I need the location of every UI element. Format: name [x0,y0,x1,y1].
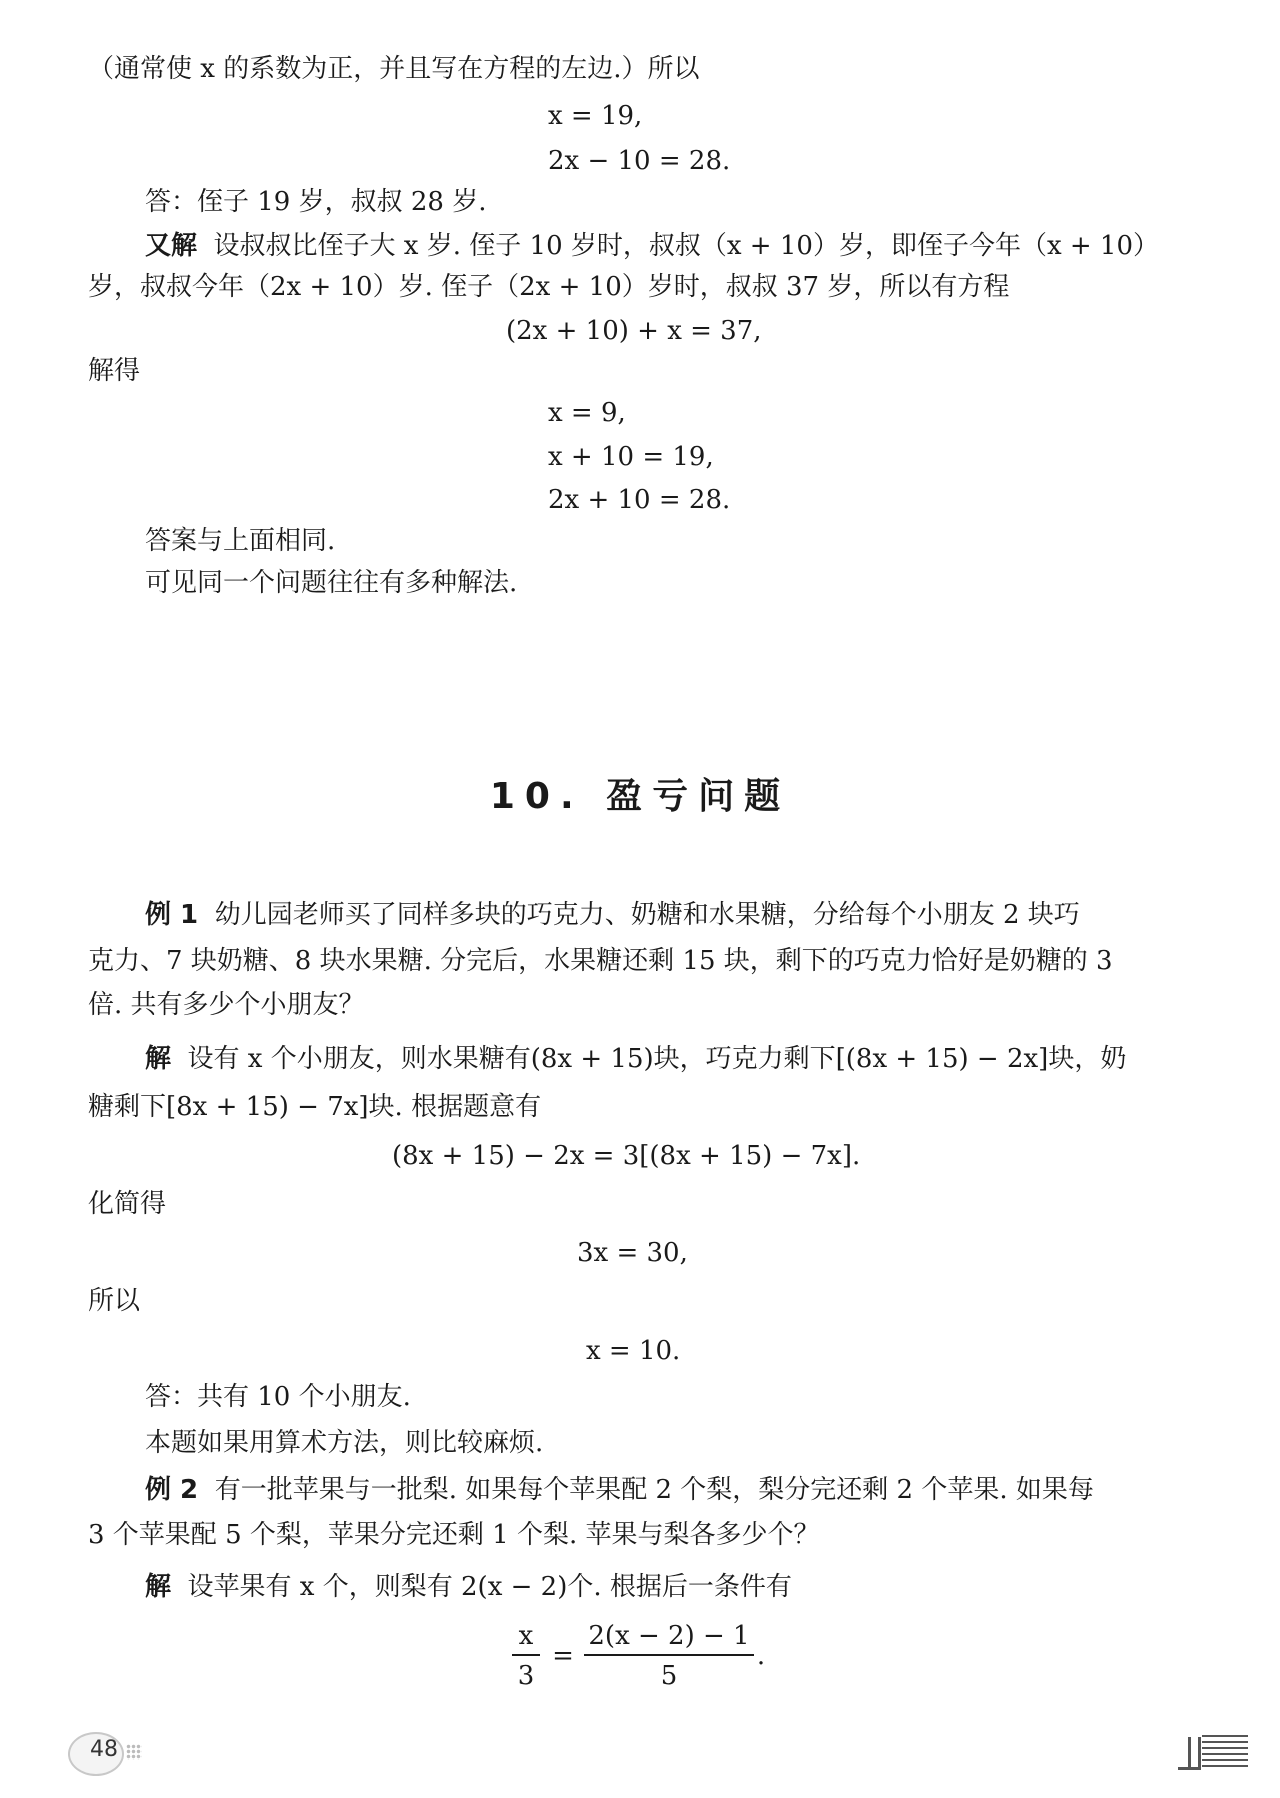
solution-1-line-2: 糖剩下[8x + 15) − 7x]块. 根据题意有 [88,1092,542,1122]
remark-line: 本题如果用算术方法，则比较麻烦. [145,1428,544,1458]
solution-1-line [145,1042,1126,1076]
equation: (8x + 15) − 2x = 3[(8x + 15) − 7x]. [392,1141,861,1171]
page-number-badge [68,1732,142,1772]
equation: (2x + 10) + x = 37, [506,316,762,346]
example-1-label: 例 1 [145,900,199,930]
equation: 2x + 10 = 28. [548,485,731,515]
conclusion-line: 可见同一个问题往往有多种解法. [145,568,518,598]
solution-2-label: 解 [145,1572,172,1602]
bracket-mark-icon [1188,1737,1201,1770]
equation: 3x = 30, [577,1238,688,1268]
equation: x = 19, [548,101,643,131]
solution-1-label: 解 [145,1044,172,1074]
period: . [756,1641,766,1671]
equation: x + 10 = 19, [548,442,714,472]
alt-solution-line-2: 岁，叔叔今年（2x + 10）岁. 侄子（2x + 10）岁时，叔叔 37 岁，所以有方程 [88,272,1010,302]
solution-2-text: 设苹果有 x 个，则梨有 2(x − 2)个. 根据后一条件有 [187,1572,792,1602]
equation: x = 10. [586,1336,681,1366]
simplify-label: 化简得 [88,1189,167,1219]
equation: x = 9, [548,398,626,428]
example-2-label: 例 2 [145,1475,199,1505]
alt-solution-label: 又解 [145,231,198,261]
answer-line: 答：共有 10 个小朋友. [145,1382,411,1412]
right-denominator: 5 [660,1661,678,1691]
page-number: 48 [90,1737,118,1762]
equals-sign: = [552,1641,574,1671]
solution-2-line [145,1570,792,1604]
example-2-text: 有一批苹果与一批梨. 如果每个苹果配 2 个梨，梨分完还剩 2 个苹果. 如果每 [214,1475,1094,1505]
therefore-label: 所以 [88,1286,141,1316]
example-1-line [145,898,1080,932]
left-fraction-bar [512,1654,540,1656]
left-numerator: x [518,1621,534,1651]
right-fraction-bar [584,1654,754,1656]
example-1-line-2: 克力、7 块奶糖、8 块水果糖. 分完后，水果糖还剩 15 块，剩下的巧克力恰好是奶糖的 3 [88,946,1113,976]
same-answer-line: 答案与上面相同. [145,526,336,556]
alt-solution-text: 设叔叔比侄子大 x 岁. 侄子 10 岁时，叔叔（x + 10）岁，即侄子今年（x + 10） [213,231,1160,261]
example-1-line-3: 倍. 共有多少个小朋友？ [88,990,365,1020]
dot-pattern-icon [126,1744,142,1760]
solve-label: 解得 [88,356,141,386]
intro-line: （通常使 x 的系数为正，并且写在方程的左边.）所以 [88,54,700,84]
example-2-line-2: 3 个苹果配 5 个梨，苹果分完还剩 1 个梨. 苹果与梨各多少个？ [88,1520,820,1550]
page-edge-marks [1178,1733,1248,1773]
left-denominator: 3 [517,1661,535,1691]
alt-solution-line [145,229,1159,263]
edge-lines-icon [1202,1735,1248,1771]
right-numerator: 2(x − 2) − 1 [588,1621,750,1651]
example-2-line [145,1473,1094,1507]
fraction-equation [512,1620,772,1700]
section-title: 10. 盈亏问题 [489,776,791,817]
example-1-text: 幼儿园老师买了同样多块的巧克力、奶糖和水果糖，分给每个小朋友 2 块巧 [214,900,1080,930]
equation: 2x − 10 = 28. [548,146,731,176]
answer-line: 答：侄子 19 岁，叔叔 28 岁. [145,187,487,217]
solution-1-text: 设有 x 个小朋友，则水果糖有(8x + 15)块，巧克力剩下[(8x + 15) − 2x]块，奶 [187,1044,1127,1074]
